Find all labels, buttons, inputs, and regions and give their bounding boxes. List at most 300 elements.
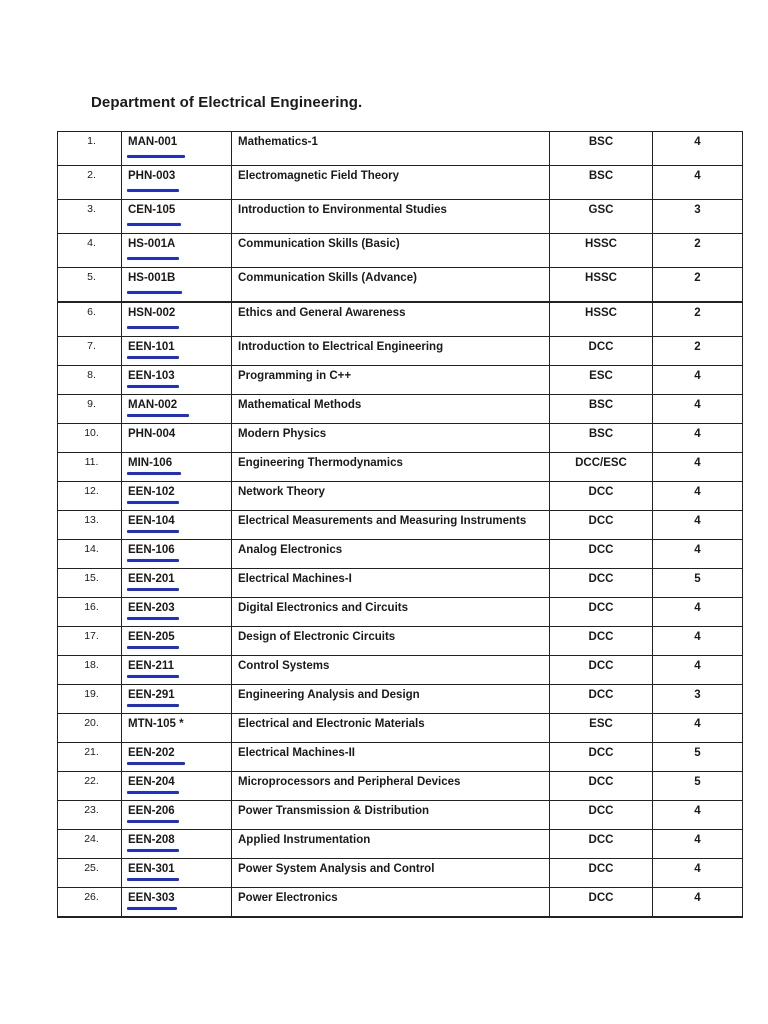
- category-cell-text: HSSC: [585, 272, 617, 284]
- category-cell: [550, 888, 653, 918]
- category-cell-text: HSSC: [585, 238, 617, 250]
- credits-cell: [653, 656, 743, 685]
- course-title-cell: [232, 598, 550, 627]
- table-row: [58, 772, 743, 801]
- row-number-cell-text: 10.: [84, 427, 99, 439]
- category-cell-text: DCC: [588, 863, 614, 875]
- credits-cell-text: 4: [694, 170, 701, 182]
- course-code-cell: [122, 656, 232, 685]
- table-row: [58, 859, 743, 888]
- category-cell-text: DCC: [588, 660, 614, 672]
- code-underline: [127, 472, 181, 475]
- row-number-cell: [58, 337, 122, 366]
- course-code-cell-text: MAN-001: [128, 136, 178, 148]
- row-number-cell-text: 3.: [87, 203, 96, 215]
- row-number-cell: [58, 302, 122, 337]
- course-code-cell: [122, 569, 232, 598]
- category-cell: [550, 337, 653, 366]
- credits-cell-text: 2: [694, 272, 701, 284]
- row-number-cell-text: 23.: [84, 804, 99, 816]
- code-underline: [127, 907, 177, 910]
- course-code-cell: [122, 772, 232, 801]
- credits-cell-text: 4: [694, 631, 701, 643]
- category-cell-text: DCC: [588, 805, 614, 817]
- category-cell: [550, 268, 653, 303]
- course-code-cell-text: MAN-002: [128, 399, 178, 411]
- category-cell-text: ESC: [589, 370, 613, 382]
- row-number-cell: [58, 424, 122, 453]
- code-underline: [127, 257, 179, 260]
- course-title-cell: [232, 569, 550, 598]
- category-cell: [550, 482, 653, 511]
- category-cell-text: HSSC: [585, 307, 617, 319]
- category-cell-text: DCC: [588, 486, 614, 498]
- course-code-cell: [122, 511, 232, 540]
- course-title-cell: [232, 540, 550, 569]
- category-cell-text: BSC: [588, 136, 614, 148]
- category-cell: [550, 569, 653, 598]
- course-title-cell-text: Introduction to Environmental Studies: [238, 204, 447, 216]
- course-code-cell-text: CEN-105: [128, 204, 176, 216]
- credits-cell: [653, 714, 743, 743]
- code-underline: [127, 646, 179, 649]
- credits-cell: [653, 453, 743, 482]
- credits-cell-text: 4: [694, 660, 701, 672]
- row-number-cell-text: 6.: [87, 306, 96, 318]
- credits-cell: [653, 801, 743, 830]
- row-number-cell-text: 7.: [87, 340, 96, 352]
- credits-cell-text: 4: [694, 136, 701, 148]
- course-code-cell-text: EEN-291: [128, 689, 175, 701]
- course-title-cell: [232, 656, 550, 685]
- row-number-cell: [58, 540, 122, 569]
- category-cell-text: BSC: [588, 170, 614, 182]
- course-title-cell-text: Analog Electronics: [238, 544, 343, 556]
- code-underline: [127, 326, 179, 329]
- course-title-cell: [232, 859, 550, 888]
- course-code-cell: [122, 200, 232, 234]
- course-code-cell: [122, 598, 232, 627]
- category-cell: [550, 366, 653, 395]
- course-code-cell: [122, 627, 232, 656]
- course-title-cell-text: Engineering Thermodynamics: [238, 457, 403, 469]
- course-title-cell-text: Control Systems: [238, 660, 330, 672]
- course-code-cell-text: HS-001B: [128, 272, 176, 284]
- credits-cell-text: 4: [694, 892, 701, 904]
- row-number-cell: [58, 569, 122, 598]
- course-code-cell: [122, 801, 232, 830]
- row-number-cell-text: 19.: [84, 688, 99, 700]
- row-number-cell-text: 21.: [84, 746, 99, 758]
- course-title-cell: [232, 685, 550, 714]
- course-title-cell: [232, 166, 550, 200]
- course-code-cell: [122, 888, 232, 918]
- credits-cell: [653, 482, 743, 511]
- row-number-cell: [58, 627, 122, 656]
- course-title-cell: [232, 200, 550, 234]
- course-code-cell-text: EEN-202: [128, 747, 175, 759]
- course-code-cell-text: PHN-004: [128, 428, 176, 440]
- course-title-cell: [232, 511, 550, 540]
- course-title-cell-text: Network Theory: [238, 486, 325, 498]
- table-row: [58, 268, 743, 303]
- course-code-cell-text: MTN-105 *: [128, 718, 184, 730]
- course-title-cell-text: Modern Physics: [238, 428, 327, 440]
- code-underline: [127, 849, 179, 852]
- course-code-cell: [122, 482, 232, 511]
- category-cell: [550, 743, 653, 772]
- course-title-cell-text: Mathematics-1: [238, 136, 318, 148]
- table-row: [58, 166, 743, 200]
- code-underline: [127, 501, 179, 504]
- code-underline: [127, 223, 181, 226]
- row-number-cell-text: 25.: [84, 862, 99, 874]
- course-code-cell-text: EEN-104: [128, 515, 175, 527]
- row-number-cell-text: 12.: [84, 485, 99, 497]
- course-table-body: [58, 132, 743, 918]
- code-underline: [127, 675, 179, 678]
- table-row: [58, 801, 743, 830]
- row-number-cell-text: 2.: [87, 169, 96, 181]
- category-cell: [550, 424, 653, 453]
- credits-cell-text: 3: [694, 204, 701, 216]
- course-code-cell-text: EEN-102: [128, 486, 175, 498]
- category-cell: [550, 772, 653, 801]
- row-number-cell: [58, 830, 122, 859]
- category-cell-text: DCC: [588, 515, 614, 527]
- course-title-cell: [232, 743, 550, 772]
- course-title-cell: [232, 453, 550, 482]
- credits-cell: [653, 234, 743, 268]
- category-cell: [550, 132, 653, 166]
- category-cell: [550, 234, 653, 268]
- row-number-cell: [58, 511, 122, 540]
- category-cell-text: DCC: [588, 747, 614, 759]
- category-cell-text: DCC: [588, 892, 614, 904]
- table-row: [58, 302, 743, 337]
- course-title-cell: [232, 830, 550, 859]
- code-underline: [127, 356, 179, 359]
- code-underline: [127, 189, 179, 192]
- category-cell-text: DCC: [588, 834, 614, 846]
- credits-cell: [653, 743, 743, 772]
- course-title-cell-text: Design of Electronic Circuits: [238, 631, 396, 643]
- table-row: [58, 627, 743, 656]
- credits-cell: [653, 166, 743, 200]
- course-code-cell-text: EEN-203: [128, 602, 175, 614]
- credits-cell: [653, 200, 743, 234]
- code-underline: [127, 704, 179, 707]
- course-code-cell: [122, 166, 232, 200]
- credits-cell-text: 5: [694, 776, 701, 788]
- credits-cell-text: 4: [694, 486, 701, 498]
- category-cell: [550, 598, 653, 627]
- course-code-cell: [122, 302, 232, 337]
- course-title-cell-text: Programming in C++: [238, 370, 352, 382]
- category-cell: [550, 656, 653, 685]
- row-number-cell: [58, 200, 122, 234]
- category-cell: [550, 395, 653, 424]
- course-title-cell-text: Applied Instrumentation: [238, 834, 371, 846]
- credits-cell: [653, 540, 743, 569]
- course-code-cell-text: EEN-303: [128, 892, 175, 904]
- row-number-cell: [58, 743, 122, 772]
- credits-cell: [653, 685, 743, 714]
- course-title-cell-text: Communication Skills (Basic): [238, 238, 400, 250]
- course-title-cell-text: Digital Electronics and Circuits: [238, 602, 408, 614]
- credits-cell: [653, 859, 743, 888]
- credits-cell-text: 4: [694, 457, 701, 469]
- course-code-cell: [122, 234, 232, 268]
- code-underline: [127, 414, 189, 417]
- row-number-cell: [58, 395, 122, 424]
- course-code-cell: [122, 453, 232, 482]
- credits-cell-text: 2: [694, 238, 701, 250]
- course-title-cell: [232, 482, 550, 511]
- course-code-cell: [122, 859, 232, 888]
- course-title-cell: [232, 366, 550, 395]
- course-title-cell: [232, 132, 550, 166]
- course-title-cell-text: Electrical Machines-II: [238, 747, 355, 759]
- category-cell-text: DCC: [588, 573, 614, 585]
- row-number-cell-text: 13.: [84, 514, 99, 526]
- course-title-cell: [232, 234, 550, 268]
- course-title-cell-text: Microprocessors and Peripheral Devices: [238, 776, 461, 788]
- row-number-cell: [58, 234, 122, 268]
- course-title-cell: [232, 627, 550, 656]
- table-row: [58, 569, 743, 598]
- credits-cell: [653, 395, 743, 424]
- course-code-cell: [122, 743, 232, 772]
- course-code-cell: [122, 540, 232, 569]
- course-code-cell: [122, 366, 232, 395]
- course-title-cell-text: Electromagnetic Field Theory: [238, 170, 400, 182]
- table-row: [58, 888, 743, 918]
- credits-cell-text: 4: [694, 834, 701, 846]
- credits-cell-text: 4: [694, 399, 701, 411]
- row-number-cell: [58, 598, 122, 627]
- course-code-cell: [122, 132, 232, 166]
- category-cell-text: DCC: [588, 602, 614, 614]
- row-number-cell: [58, 714, 122, 743]
- credits-cell: [653, 598, 743, 627]
- course-title-cell-text: Ethics and General Awareness: [238, 307, 406, 319]
- row-number-cell: [58, 685, 122, 714]
- course-title-cell-text: Electrical Measurements and Measuring Instruments: [238, 515, 527, 527]
- table-row: [58, 830, 743, 859]
- row-number-cell-text: 4.: [87, 237, 96, 249]
- course-title-cell: [232, 801, 550, 830]
- row-number-cell: [58, 656, 122, 685]
- table-row: [58, 598, 743, 627]
- credits-cell: [653, 830, 743, 859]
- course-code-cell: [122, 337, 232, 366]
- code-underline: [127, 291, 182, 294]
- category-cell-text: GSC: [588, 204, 614, 216]
- row-number-cell-text: 15.: [84, 572, 99, 584]
- row-number-cell: [58, 801, 122, 830]
- credits-cell: [653, 569, 743, 598]
- category-cell-text: DCC: [588, 341, 614, 353]
- table-row: [58, 337, 743, 366]
- page-title: Department of Electrical Engineering.: [91, 94, 363, 111]
- category-cell-text: DCC/ESC: [575, 457, 627, 469]
- course-title-cell-text: Introduction to Electrical Engineering: [238, 341, 444, 353]
- code-underline: [127, 617, 179, 620]
- credits-cell-text: 4: [694, 863, 701, 875]
- credits-cell: [653, 888, 743, 918]
- course-code-cell-text: HS-001A: [128, 238, 176, 250]
- row-number-cell: [58, 859, 122, 888]
- category-cell: [550, 801, 653, 830]
- category-cell: [550, 627, 653, 656]
- row-number-cell-text: 26.: [84, 891, 99, 903]
- course-code-cell: [122, 395, 232, 424]
- course-title-cell: [232, 772, 550, 801]
- code-underline: [127, 385, 179, 388]
- credits-cell-text: 3: [694, 689, 701, 701]
- course-code-cell-text: HSN-002: [128, 307, 176, 319]
- row-number-cell: [58, 772, 122, 801]
- course-code-cell: [122, 424, 232, 453]
- course-code-cell-text: PHN-003: [128, 170, 176, 182]
- credits-cell-text: 4: [694, 544, 701, 556]
- credits-cell: [653, 366, 743, 395]
- row-number-cell: [58, 366, 122, 395]
- row-number-cell-text: 11.: [84, 456, 99, 468]
- course-title-cell: [232, 337, 550, 366]
- credits-cell: [653, 337, 743, 366]
- credits-cell-text: 4: [694, 370, 701, 382]
- course-code-cell-text: MIN-106: [128, 457, 173, 469]
- course-code-cell-text: EEN-101: [128, 341, 175, 353]
- row-number-cell-text: 9.: [87, 398, 96, 410]
- table-row: [58, 482, 743, 511]
- category-cell: [550, 714, 653, 743]
- code-underline: [127, 559, 179, 562]
- course-code-cell-text: EEN-208: [128, 834, 175, 846]
- category-cell-text: DCC: [588, 631, 614, 643]
- course-title-cell-text: Power Electronics: [238, 892, 338, 904]
- course-title-cell-text: Power Transmission & Distribution: [238, 805, 430, 817]
- credits-cell-text: 5: [694, 573, 701, 585]
- category-cell: [550, 685, 653, 714]
- category-cell-text: BSC: [588, 428, 614, 440]
- course-title-cell: [232, 888, 550, 918]
- row-number-cell-text: 20.: [84, 717, 99, 729]
- credits-cell-text: 4: [694, 428, 701, 440]
- credits-cell: [653, 268, 743, 303]
- credits-cell-text: 4: [694, 718, 701, 730]
- credits-cell: [653, 424, 743, 453]
- row-number-cell: [58, 888, 122, 918]
- credits-cell-text: 4: [694, 805, 701, 817]
- category-cell: [550, 859, 653, 888]
- credits-cell: [653, 302, 743, 337]
- row-number-cell: [58, 132, 122, 166]
- credits-cell: [653, 132, 743, 166]
- course-code-cell-text: EEN-103: [128, 370, 175, 382]
- code-underline: [127, 878, 179, 881]
- code-underline: [127, 155, 185, 158]
- row-number-cell: [58, 166, 122, 200]
- course-title-cell-text: Communication Skills (Advance): [238, 272, 417, 284]
- category-cell: [550, 453, 653, 482]
- row-number-cell-text: 24.: [84, 833, 99, 845]
- course-code-cell: [122, 685, 232, 714]
- table-row: [58, 453, 743, 482]
- course-code-cell-text: EEN-211: [128, 660, 175, 672]
- category-cell-text: DCC: [588, 544, 614, 556]
- category-cell: [550, 830, 653, 859]
- course-title-cell-text: Power System Analysis and Control: [238, 863, 435, 875]
- course-title-cell-text: Engineering Analysis and Design: [238, 689, 420, 701]
- course-code-cell: [122, 830, 232, 859]
- row-number-cell-text: 1.: [87, 135, 96, 147]
- course-code-cell-text: EEN-106: [128, 544, 175, 556]
- course-table: [57, 131, 743, 918]
- category-cell-text: DCC: [588, 689, 614, 701]
- category-cell-text: DCC: [588, 776, 614, 788]
- code-underline: [127, 791, 179, 794]
- table-row: [58, 424, 743, 453]
- course-code-cell-text: EEN-206: [128, 805, 175, 817]
- credits-cell-text: 2: [694, 307, 701, 319]
- code-underline: [127, 762, 185, 765]
- row-number-cell: [58, 482, 122, 511]
- table-row: [58, 234, 743, 268]
- code-underline: [127, 588, 179, 591]
- category-cell-text: BSC: [588, 399, 614, 411]
- table-row: [58, 511, 743, 540]
- course-title-cell-text: Electrical and Electronic Materials: [238, 718, 425, 730]
- category-cell: [550, 302, 653, 337]
- table-row: [58, 743, 743, 772]
- course-code-cell-text: EEN-204: [128, 776, 175, 788]
- table-row: [58, 200, 743, 234]
- table-row: [58, 395, 743, 424]
- table-row: [58, 656, 743, 685]
- category-cell: [550, 540, 653, 569]
- course-title-cell: [232, 424, 550, 453]
- course-title-cell: [232, 395, 550, 424]
- course-code-cell: [122, 714, 232, 743]
- credits-cell-text: 4: [694, 602, 701, 614]
- row-number-cell-text: 5.: [87, 271, 96, 283]
- table-row: [58, 132, 743, 166]
- credits-cell-text: 5: [694, 747, 701, 759]
- row-number-cell-text: 16.: [84, 601, 99, 613]
- course-code-cell-text: EEN-201: [128, 573, 175, 585]
- course-code-cell-text: EEN-205: [128, 631, 175, 643]
- category-cell-text: ESC: [589, 718, 613, 730]
- row-number-cell: [58, 453, 122, 482]
- table-row: [58, 714, 743, 743]
- category-cell: [550, 200, 653, 234]
- credits-cell: [653, 772, 743, 801]
- table-row: [58, 366, 743, 395]
- code-underline: [127, 820, 179, 823]
- course-title-cell: [232, 302, 550, 337]
- course-title-cell: [232, 268, 550, 303]
- course-title-cell: [232, 714, 550, 743]
- credits-cell: [653, 627, 743, 656]
- table-row: [58, 540, 743, 569]
- row-number-cell-text: 22.: [84, 775, 99, 787]
- category-cell: [550, 511, 653, 540]
- row-number-cell: [58, 268, 122, 303]
- credits-cell-text: 4: [694, 515, 701, 527]
